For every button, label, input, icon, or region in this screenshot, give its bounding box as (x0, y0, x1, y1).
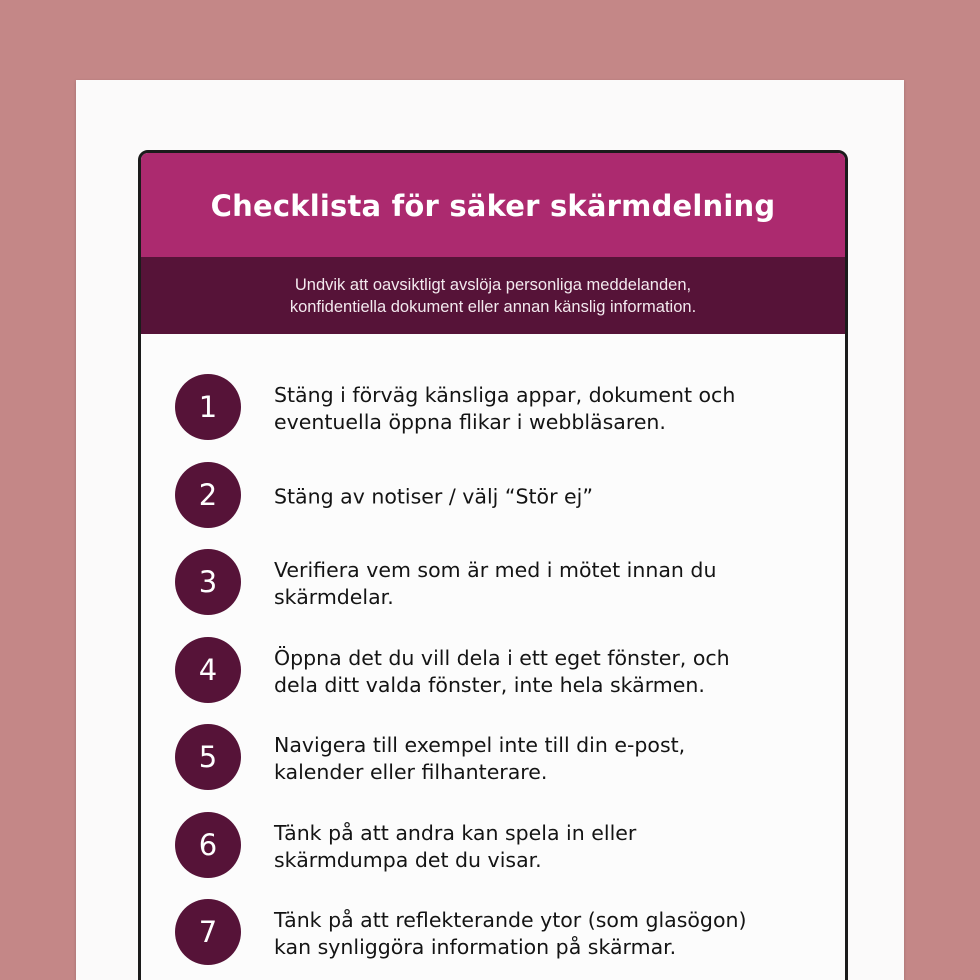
card-subheader (141, 257, 845, 334)
step-number-badge: 2 (175, 462, 241, 528)
step-number-badge: 3 (175, 549, 241, 615)
item-text-line: eventuella öppna flikar i webbläsaren. (274, 410, 666, 434)
checklist-item-text (274, 484, 824, 511)
step-number-badge: 1 (175, 374, 241, 440)
item-text-line: Stäng i förväg känsliga appar, dokument och (274, 383, 736, 407)
item-text-line: dela ditt valda fönster, inte hela skärmen. (274, 673, 705, 697)
step-number-badge: 5 (175, 724, 241, 790)
item-text-line: skärmdumpa det du visar. (274, 848, 542, 872)
checklist-card (138, 150, 848, 980)
item-text-line: Tänk på att andra kan spela in eller (274, 821, 637, 845)
item-text-line: Verifiera vem som är med i mötet innan du (274, 558, 717, 582)
step-number-badge: 6 (175, 812, 241, 878)
item-text-line: Tänk på att reflekterande ytor (som glasögon) (274, 908, 747, 932)
subheader-line-1: Undvik att oavsiktligt avslöja personliga meddelanden, (294, 275, 692, 294)
checklist-item-6 (175, 812, 825, 882)
document-page (76, 80, 904, 980)
checklist-item-1 (175, 374, 825, 444)
item-text-line: skärmdelar. (274, 585, 394, 609)
checklist-item-text (274, 557, 824, 611)
checklist-item-text (274, 382, 824, 436)
checklist-item-3 (175, 549, 825, 619)
checklist-item-text (274, 645, 824, 699)
checklist-item-text (274, 732, 824, 786)
item-text-line: Stäng av notiser / välj “Stör ej” (274, 484, 593, 509)
item-text-line: Navigera till exempel inte till din e-post, (274, 733, 686, 757)
item-text-line: kan synliggöra information på skärmar. (274, 935, 677, 959)
page-title: Checklista för säker skärmdelning (210, 189, 776, 223)
checklist-item-7 (175, 899, 825, 969)
checklist-item-text (274, 820, 824, 874)
checklist-item-2 (175, 462, 825, 532)
checklist-item-text (274, 907, 824, 961)
subheader-line-2: konfidentiella dokument eller annan känslig information. (289, 297, 697, 316)
step-number-badge: 4 (175, 637, 241, 703)
item-text-line: Öppna det du vill dela i ett eget fönster, och (274, 646, 730, 670)
step-number-badge: 7 (175, 899, 241, 965)
card-header (141, 153, 845, 257)
checklist-item-5 (175, 724, 825, 794)
checklist-item-4 (175, 637, 825, 707)
item-text-line: kalender eller filhanterare. (274, 760, 548, 784)
